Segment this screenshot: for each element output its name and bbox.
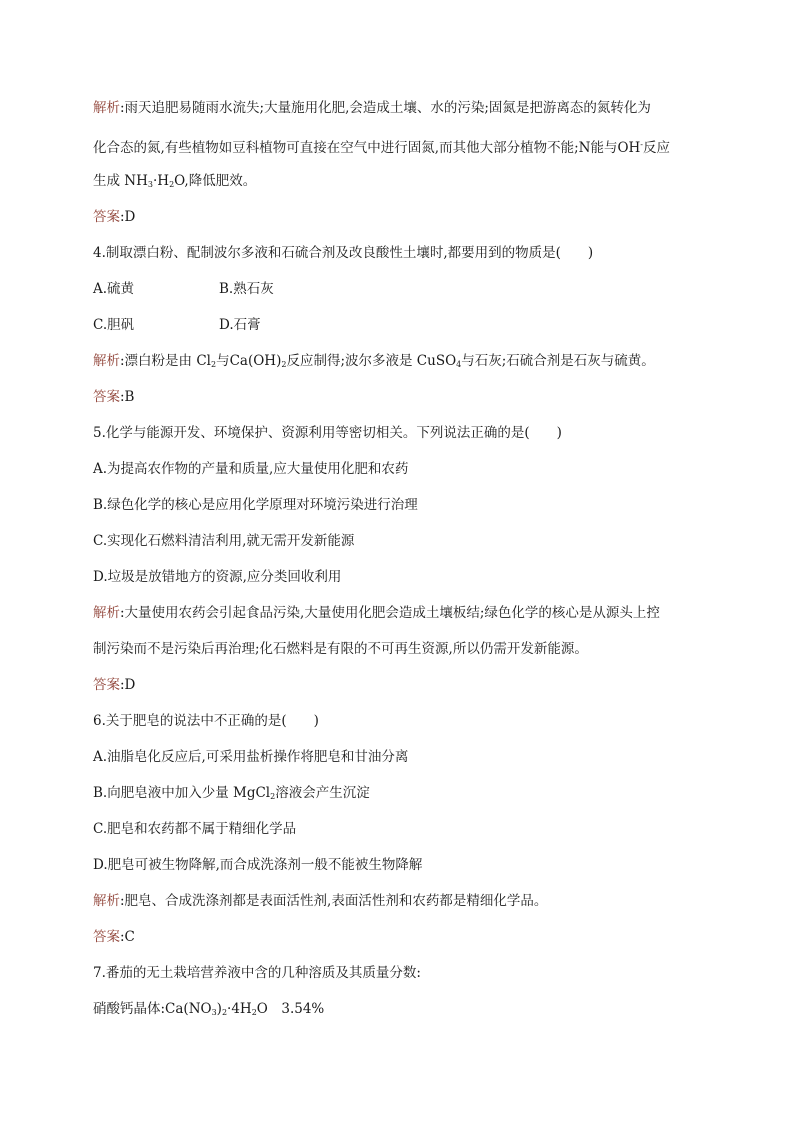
q6-option-a: A.油脂皂化反应后,可采用盐析操作将肥皂和甘油分离 [93, 749, 409, 765]
q7-item-calcium-nitrate: 硝酸钙晶体$:Ca(NO_3)_2\cdot 4H_2O$ 3.54% [93, 1001, 325, 1017]
q4-answer: 答案:B [93, 389, 135, 405]
q4-option-c: C.胆矾 [93, 317, 135, 333]
q6-option-b: B.向肥皂液中加入少量 MgCl$_2$溶液会产生沉淀 [93, 785, 370, 801]
q5-analysis-line-1: 解析:大量使用农药会引起食品污染,大量使用化肥会造成土壤板结;绿色化学的核心是从源头上控 [93, 605, 660, 621]
q6-option-c: C.肥皂和农药都不属于精细化学品 [93, 821, 297, 837]
analysis-label: 解析 [93, 605, 120, 621]
q3-analysis-line-1: 解析:雨天追肥易随雨水流失;大量施用化肥,会造成土壤、水的污染;固氮是把游离态的氮转化为 [93, 100, 651, 116]
q5-stem: 5.化学与能源开发、环境保护、资源利用等密切相关。下列说法正确的是( ) [93, 425, 562, 441]
q5-option-a: A.为提高农作物的产量和质量,应大量使用化肥和农药 [93, 461, 409, 477]
q3-analysis-line-3: 生成 $NH_3\cdot H_2O$,降低肥效。 [93, 173, 257, 189]
q4-analysis: 解析:漂白粉是由 $Cl_2$与$Ca(OH)_2$反应制得;波尔多液是 CuSO$_4$与石灰;石硫合剂是石灰与硫黄。 [93, 353, 655, 369]
answer-label: 答案 [93, 389, 120, 405]
q5-option-b: B.绿色化学的核心是应用化学原理对环境污染进行治理 [93, 497, 418, 513]
answer-label: 答案 [93, 929, 120, 945]
q6-analysis: 解析:肥皂、合成洗涤剂都是表面活性剂,表面活性剂和农药都是精细化学品。 [93, 893, 548, 909]
q4-option-b: B.熟石灰 [219, 281, 274, 297]
q5-option-d: D.垃圾是放错地方的资源,应分类回收利用 [93, 569, 342, 585]
answer-label: 答案 [93, 209, 120, 225]
analysis-label: 解析 [93, 100, 120, 116]
analysis-label: 解析 [93, 893, 120, 909]
answer-label: 答案 [93, 677, 120, 693]
q4-option-d: D.石膏 [219, 317, 261, 333]
q5-analysis-line-2: 制污染而不是污染后再治理;化石燃料是有限的不可再生资源,所以仍需开发新能源。 [93, 641, 588, 657]
q5-option-c: C.实现化石燃料清洁利用,就无需开发新能源 [93, 533, 355, 549]
q4-stem: 4.制取漂白粉、配制波尔多液和石硫合剂及改良酸性土壤时,都要用到的物质是( ) [93, 245, 594, 261]
q6-answer: 答案:C [93, 929, 135, 945]
q6-option-d: D.肥皂可被生物降解,而合成洗涤剂一般不能被生物降解 [93, 857, 423, 873]
q3-answer: 答案:D [93, 209, 136, 225]
q6-stem: 6.关于肥皂的说法中不正确的是( ) [93, 713, 319, 729]
q5-answer: 答案:D [93, 677, 136, 693]
analysis-label: 解析 [93, 353, 120, 369]
q4-option-a: A.硫黄 [93, 281, 135, 297]
q7-stem: 7.番茄的无土栽培营养液中含的几种溶质及其质量分数: [93, 965, 421, 981]
q3-analysis-line-2: 化合态的氮,有些植物如豆科植物可直接在空气中进行固氮,而其他大部分植物不能;N能与OH-反应 [93, 140, 670, 156]
